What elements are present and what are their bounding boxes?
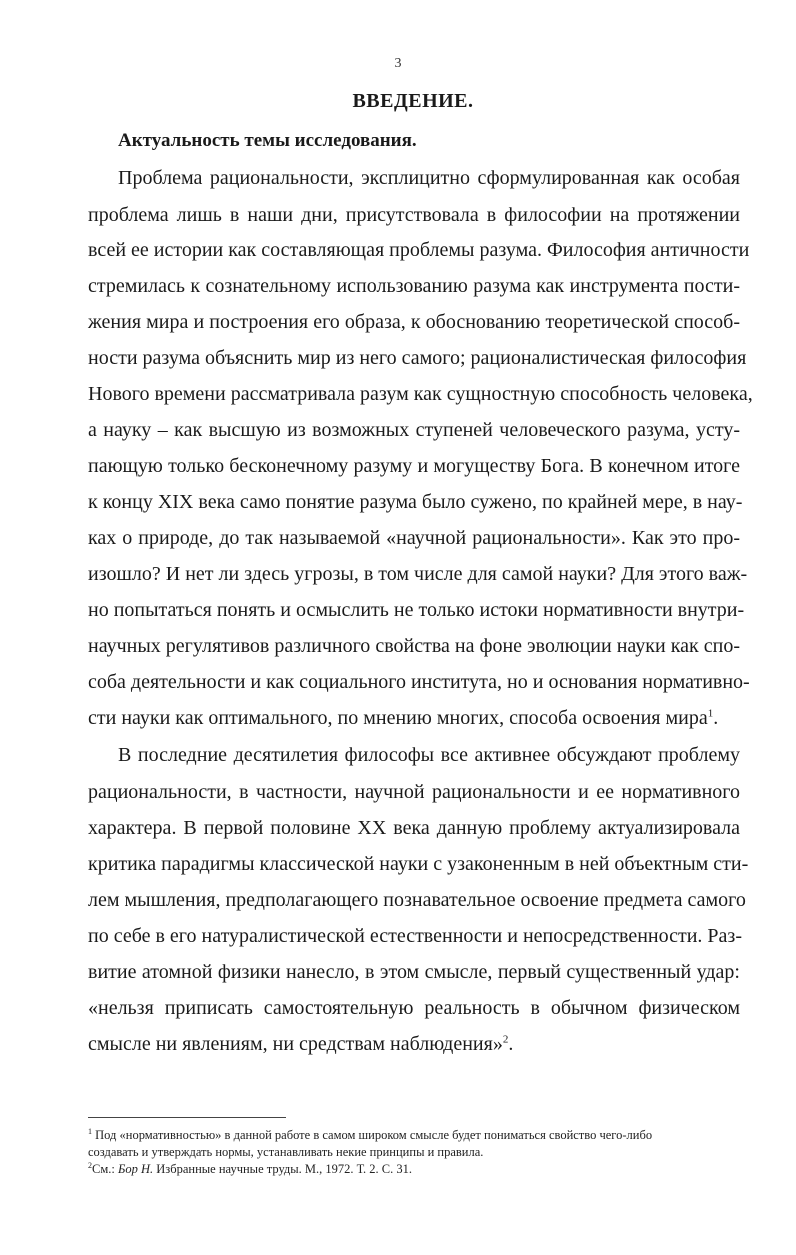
page-number: 3: [394, 56, 402, 71]
page-title: ВВЕДЕНИЕ.: [352, 90, 474, 112]
text-line: пающую только бесконечному разуму и могуществу Бога. В конечном итоге: [88, 455, 740, 477]
footnote-ref-2[interactable]: 2: [502, 1033, 509, 1046]
text-line: ности разума объяснить мир из него самого; рационалистическая философия: [88, 347, 747, 369]
text-line: научных регулятивов различного свойства на фоне эволюции науки как спо-: [88, 635, 740, 657]
text-line: «нельзя приписать самостоятельную реальность в обычном физическом: [88, 997, 740, 1019]
text-line: рациональности, в частности, научной рациональности и ее нормативного: [88, 781, 740, 803]
text-line: лем мышления, предполагающего познавательное освоение предмета самого: [88, 889, 746, 911]
text-line: смысле ни явлениям, ни средствам наблюдения»$^2$.: [88, 1033, 514, 1055]
text-line: всей ее истории как составляющая проблемы разума. Философия античности: [88, 239, 750, 261]
text-line: сти науки как оптимального, по мнению многих, способа освоения мира$^1$.: [88, 707, 719, 729]
text-line: стремилась к сознательному использованию разума как инструмента пости-: [88, 275, 740, 297]
footnote-mark: 1: [88, 1126, 92, 1136]
footnote-1-cont: создавать и утверждать нормы, устанавливать некие принципы и правила.: [88, 1145, 484, 1159]
text-line: витие атомной физики нанесло, в этом смысле, первый существенный удар:: [88, 961, 740, 983]
text-line: к концу XIX века само понятие разума было сужено, по крайней мере, в нау-: [88, 491, 743, 513]
section-subtitle: Актуальность темы исследования.: [118, 130, 417, 151]
text-line: жения мира и построения его образа, к обоснованию теоретической способ-: [88, 311, 740, 333]
text-line: соба деятельности и как социального института, но и основания нормативно-: [88, 671, 750, 693]
text-line: а науку – как высшую из возможных ступеней человеческого разума, усту-: [88, 419, 740, 441]
text-line: Нового времени рассматривала разум как сущностную способность человека,: [88, 383, 753, 405]
footnote-1: $^1$ Под «нормативностью» в данной работе в самом широком смысле будет пониматься свойство чего-либо: [88, 1126, 653, 1142]
text-line: проблема лишь в наши дни, присутствовала в философии на протяжении: [88, 204, 740, 226]
text-line: В последние десятилетия философы все активнее обсуждают проблему: [118, 744, 740, 766]
text-line: критика парадигмы классической науки с узаконенным в ней объектным сти-: [88, 853, 749, 875]
text-line: Проблема рациональности, эксплицитно сформулированная как особая: [118, 167, 740, 189]
text-line: ках о природе, до так называемой «научной рациональности». Как это про-: [88, 527, 740, 549]
text-line: изошло? И нет ли здесь угрозы, в том числе для самой науки? Для этого важ-: [88, 563, 748, 585]
footnote-ref-1[interactable]: 1: [707, 707, 714, 720]
footnote-mark: 2: [88, 1160, 92, 1170]
footnote-divider: [88, 1117, 286, 1118]
text-line: по себе в его натуралистической естественности и непосредственности. Раз-: [88, 925, 742, 947]
footnote-2: $^2$См.: Бор Н. Избранные научные труды. М., 1972. Т. 2. С. 31.: [88, 1160, 412, 1176]
text-line: но попытаться понять и осмыслить не только истоки нормативности внутри-: [88, 599, 745, 621]
text-line: характера. В первой половине XX века данную проблему актуализировала: [88, 817, 740, 839]
